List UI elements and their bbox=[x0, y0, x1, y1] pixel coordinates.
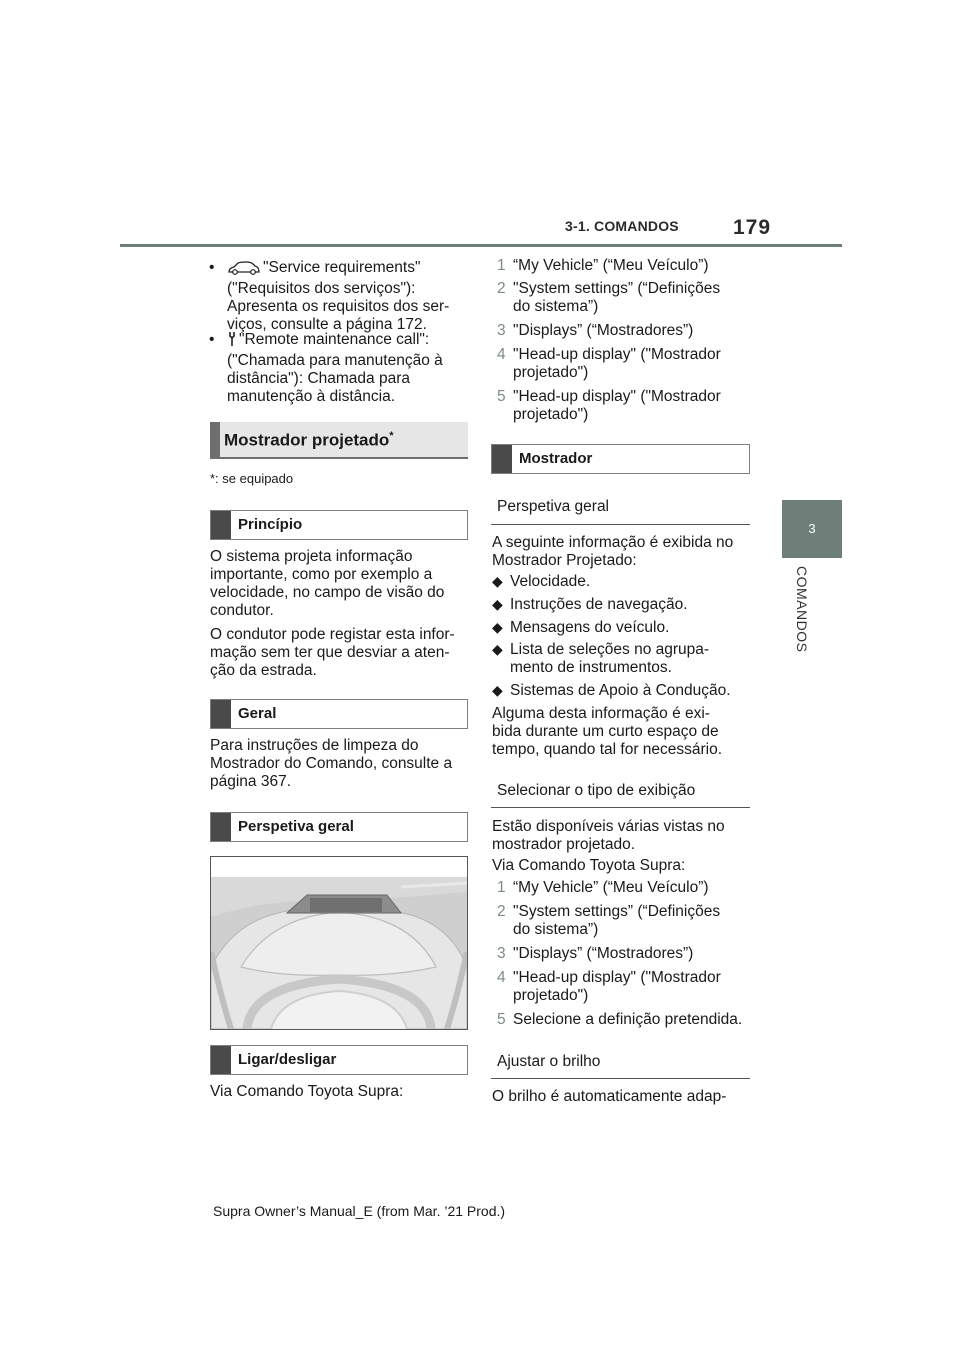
step-1: 1 “My Vehicle” (“Meu Veículo”) bbox=[497, 257, 709, 274]
step-1: 1 “My Vehicle” (“Meu Veículo”) bbox=[497, 879, 709, 896]
subheading-perspetiva-geral: Perspetiva geral bbox=[497, 498, 610, 515]
wrench-icon bbox=[227, 331, 237, 352]
head-up-display-illustration bbox=[210, 856, 468, 1030]
step-4: 4 "Head-up display" ("Mostrador projetado") bbox=[497, 346, 721, 381]
principio-paragraph-2: O condutor pode registar esta infor- mação sem ter que desviar a aten- ção da estrada. bbox=[210, 626, 455, 679]
car-icon bbox=[227, 261, 261, 280]
selecionar-paragraph: Estão disponíveis várias vistas no mostrador projetado. bbox=[492, 818, 725, 853]
heading-ligar-desligar: Ligar/desligar bbox=[210, 1045, 468, 1075]
page-number: 179 bbox=[733, 216, 772, 239]
feature-item: ◆ Instruções de navegação. bbox=[492, 596, 688, 613]
step-5: 5 "Head-up display" ("Mostrador projetado") bbox=[497, 388, 721, 423]
footer-manual-title: Supra Owner’s Manual_E (from Mar. ’21 Prod.) bbox=[213, 1203, 506, 1219]
step-5: 5 Selecione a definição pretendida. bbox=[497, 1011, 743, 1028]
bullet-service-requirements: • "Service requirements" ("Requisitos dos serviços"): Apresenta os requisitos dos ser- viços, consulte a página 172. bbox=[209, 259, 450, 333]
heading-principio: Princípio bbox=[210, 510, 468, 540]
step-3: 3 "Displays” (“Mostradores”) bbox=[497, 322, 694, 339]
geral-paragraph: Para instruções de limpeza do Mostrador do Comando, consulte a página 367. bbox=[210, 737, 453, 790]
heading-perspetiva-geral: Perspetiva geral bbox=[210, 812, 468, 842]
feature-item: ◆ Velocidade. bbox=[492, 573, 591, 590]
chapter-label: COMANDOS bbox=[794, 566, 810, 653]
feature-item: ◆ Sistemas de Apoio à Condução. bbox=[492, 682, 731, 699]
step-3: 3 "Displays” (“Mostradores”) bbox=[497, 945, 694, 962]
subheading-ajustar-brilho: Ajustar o brilho bbox=[497, 1053, 601, 1070]
bullet-remote-maintenance: • "Remote maintenance call": ("Chamada para manutenção à distância"): Chamada para manutenção à distância. bbox=[209, 331, 443, 405]
via-comando-right: Via Comando Toyota Supra: bbox=[492, 857, 686, 874]
feature-item: ◆ Lista de seleções no agrupa- mento de instrumentos. bbox=[492, 641, 710, 676]
heading-mostrador-projetado: Mostrador projetado* bbox=[210, 422, 468, 459]
heading-mostrador: Mostrador bbox=[491, 444, 750, 474]
step-4: 4 "Head-up display" ("Mostrador projetado") bbox=[497, 969, 721, 1004]
subheading-rule bbox=[491, 524, 750, 525]
feature-item: ◆ Mensagens do veículo. bbox=[492, 619, 670, 636]
feature-note: Alguma desta informação é exi- bida durante um curto espaço de tempo, quando tal for necessário. bbox=[492, 705, 723, 758]
chapter-tab: 3 bbox=[782, 500, 842, 558]
step-2: 2 "System settings” (“Definições do sistema”) bbox=[497, 903, 721, 938]
subheading-selecionar: Selecionar o tipo de exibição bbox=[497, 782, 696, 799]
subheading-rule bbox=[491, 807, 750, 808]
header-rule bbox=[120, 244, 842, 247]
heading-geral: Geral bbox=[210, 699, 468, 729]
principio-paragraph-1: O sistema projeta informação importante, como por exemplo a velocidade, no campo de visão do condutor. bbox=[210, 548, 445, 619]
mostrador-intro: A seguinte informação é exibida no Mostrador Projetado: bbox=[492, 534, 734, 569]
section-title: 3-1. COMANDOS bbox=[565, 218, 679, 234]
ajustar-paragraph: O brilho é automaticamente adap- bbox=[492, 1088, 727, 1105]
subheading-rule bbox=[491, 1078, 750, 1079]
via-comando-left: Via Comando Toyota Supra: bbox=[210, 1083, 404, 1100]
footnote: *: se equipado bbox=[210, 471, 294, 486]
step-2: 2 "System settings” (“Definições do sistema”) bbox=[497, 280, 721, 315]
